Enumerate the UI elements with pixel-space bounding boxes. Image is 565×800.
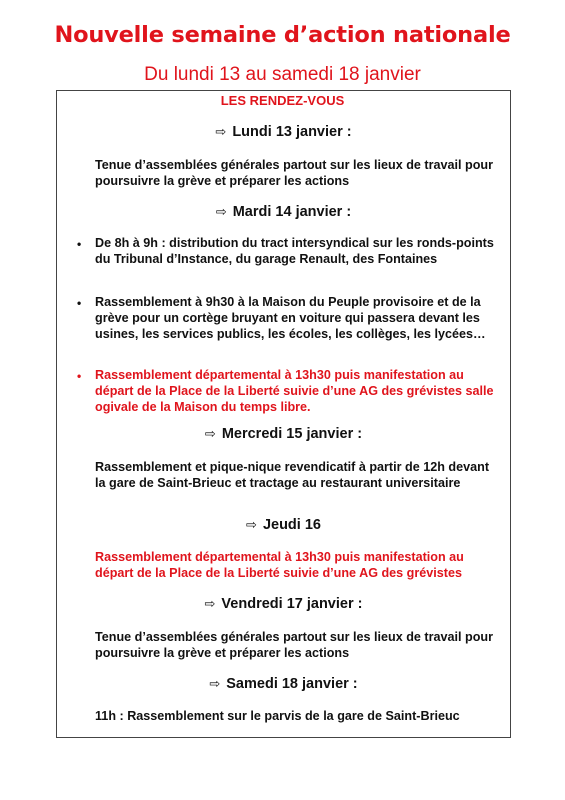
section-heading: LES RENDEZ-VOUS	[220, 93, 345, 108]
day-heading-jeudi	[56, 517, 511, 533]
day-heading-samedi	[56, 676, 511, 692]
list-item-mardi-2: Rassemblement à 9h30 à la Maison du Peuple provisoire et de la grève pour un cortège bruyant en voiture qui passera devant les usines, les services publics, les écoles, les collèges, les lycées…	[95, 295, 486, 341]
arrow-icon: ⇨	[246, 517, 257, 532]
arrow-icon: ⇨	[204, 596, 216, 611]
page-subtitle: Du lundi 13 au samedi 18 janvier	[144, 64, 421, 85]
day-heading-mardi	[56, 204, 511, 220]
arrow-icon: ⇨	[215, 204, 227, 219]
day-heading-lundi	[56, 124, 511, 140]
day-label: Jeudi 16	[262, 517, 321, 533]
day-label: Mardi 14 janvier :	[232, 204, 352, 220]
paragraph-mercredi: Rassemblement et pique-nique revendicatif à partir de 12h devant la gare de Saint-Brieuc et tractage au restaurant universitaire	[95, 460, 490, 490]
list-item-mardi-3: Rassemblement départemental à 13h30 puis manifestation au départ de la Place de la Liberté suivie d’une AG des grévistes salle ogivale de la Maison du temps libre.	[95, 368, 494, 414]
day-label: Samedi 18 janvier :	[226, 676, 358, 692]
day-label: Mercredi 15 janvier :	[221, 426, 363, 442]
paragraph-vendredi: Tenue d’assemblées générales partout sur les lieux de travail pour poursuivre la grève et préparer les actions	[95, 630, 494, 660]
day-heading-vendredi	[56, 596, 511, 612]
arrow-icon: ⇨	[215, 124, 227, 139]
paragraph-lundi: Tenue d’assemblées générales partout sur les lieux de travail pour poursuivre la grève et préparer les actions	[95, 158, 494, 188]
bullet-icon: •	[77, 237, 82, 251]
day-label: Lundi 13 janvier :	[232, 124, 352, 140]
bullet-icon: •	[77, 296, 82, 310]
page-title: Nouvelle semaine d’action nationale	[54, 22, 511, 48]
arrow-icon: ⇨	[209, 676, 221, 691]
paragraph-jeudi: Rassemblement départemental à 13h30 puis manifestation au départ de la Place de la Liberté suivie d’une AG des grévistes	[95, 550, 464, 580]
day-heading-mercredi	[56, 426, 511, 442]
list-item-mardi-1: De 8h à 9h : distribution du tract intersyndical sur les ronds-points du Tribunal d’Instance, du garage Renault, des Fontaines	[95, 236, 494, 266]
bullet-icon: •	[77, 369, 82, 383]
paragraph-samedi: 11h : Rassemblement sur le parvis de la gare de Saint-Brieuc	[95, 709, 460, 723]
day-label: Vendredi 17 janvier :	[221, 596, 363, 612]
arrow-icon: ⇨	[204, 426, 216, 441]
